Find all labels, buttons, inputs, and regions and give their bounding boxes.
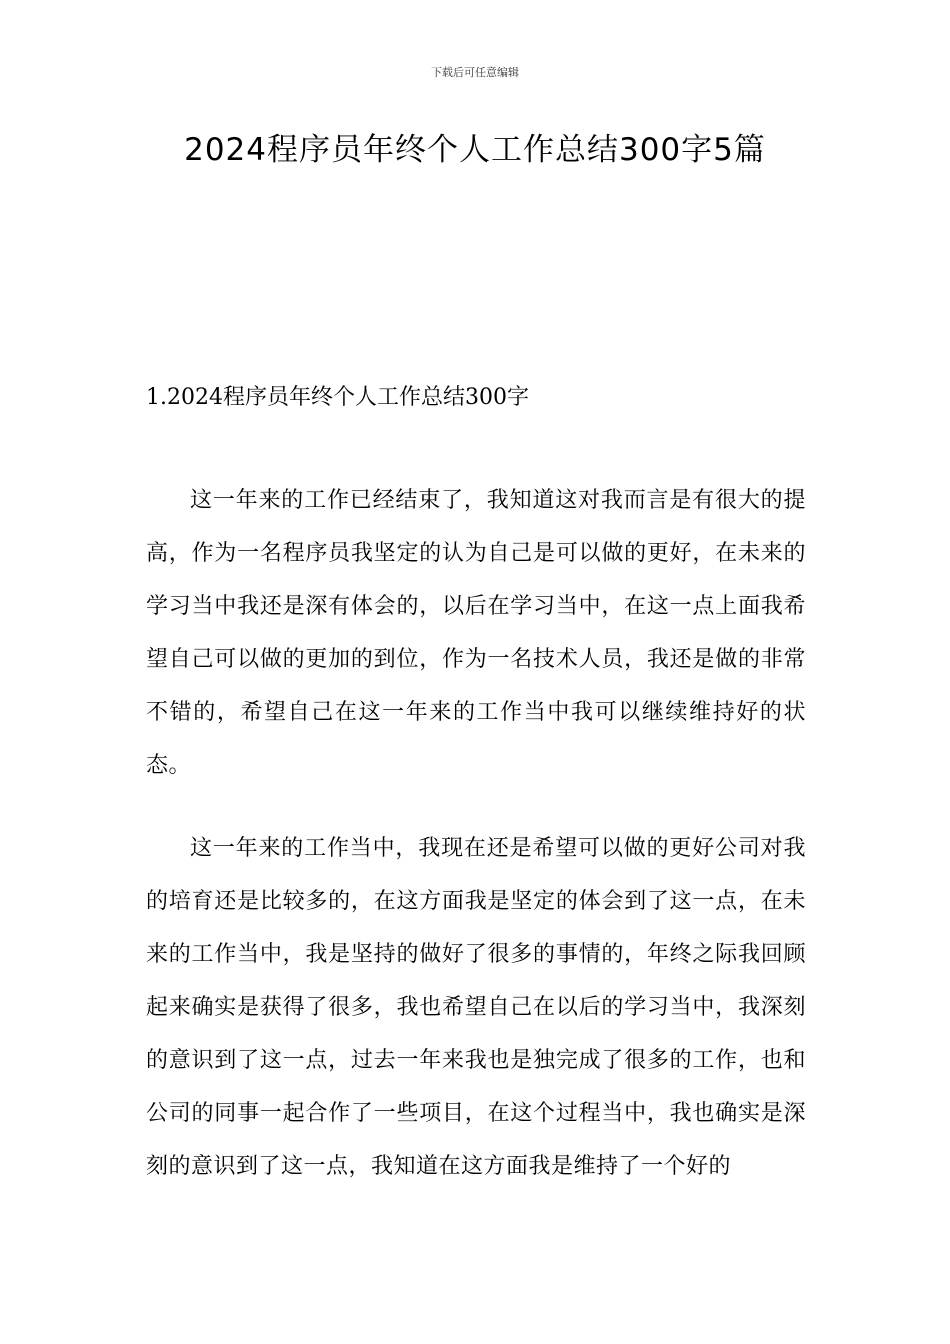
body-paragraph: 这一年来的工作当中，我现在还是希望可以做的更好公司对我的培育还是比较多的，在这方面我是坚定的体会到了这一点，在未来的工作当中，我是坚持的做好了很多的事情的，年终之际我回顾起来确实是获得了很多，我也希望自己在以后的学习当中，我深刻的意识到了这一点，过去一年来我也是独完成了很多的工作，也和公司的同事一起合作了一些项目，在这个过程当中，我也确实是深刻的意识到了这一点，我知道在这方面我是维持了一个好的 (146, 836, 806, 1179)
body-paragraph: 这一年来的工作已经结束了，我知道这对我而言是有很大的提高，作为一名程序员我坚定的认为自己是可以做的更好，在未来的学习当中我还是深有体会的，以后在学习当中，在这一点上面我希望自己可以做的更加的到位，作为一名技术人员，我还是做的非常不错的，希望自己在这一年来的工作当中我可以继续维持好的状态。 (146, 488, 806, 778)
section-heading: 1.2024程序员年终个人工作总结300字 (146, 385, 529, 410)
header-note: 下载后可任意编辑 (431, 66, 519, 79)
document-title: 2024程序员年终个人工作总结300字5篇 (184, 132, 766, 168)
